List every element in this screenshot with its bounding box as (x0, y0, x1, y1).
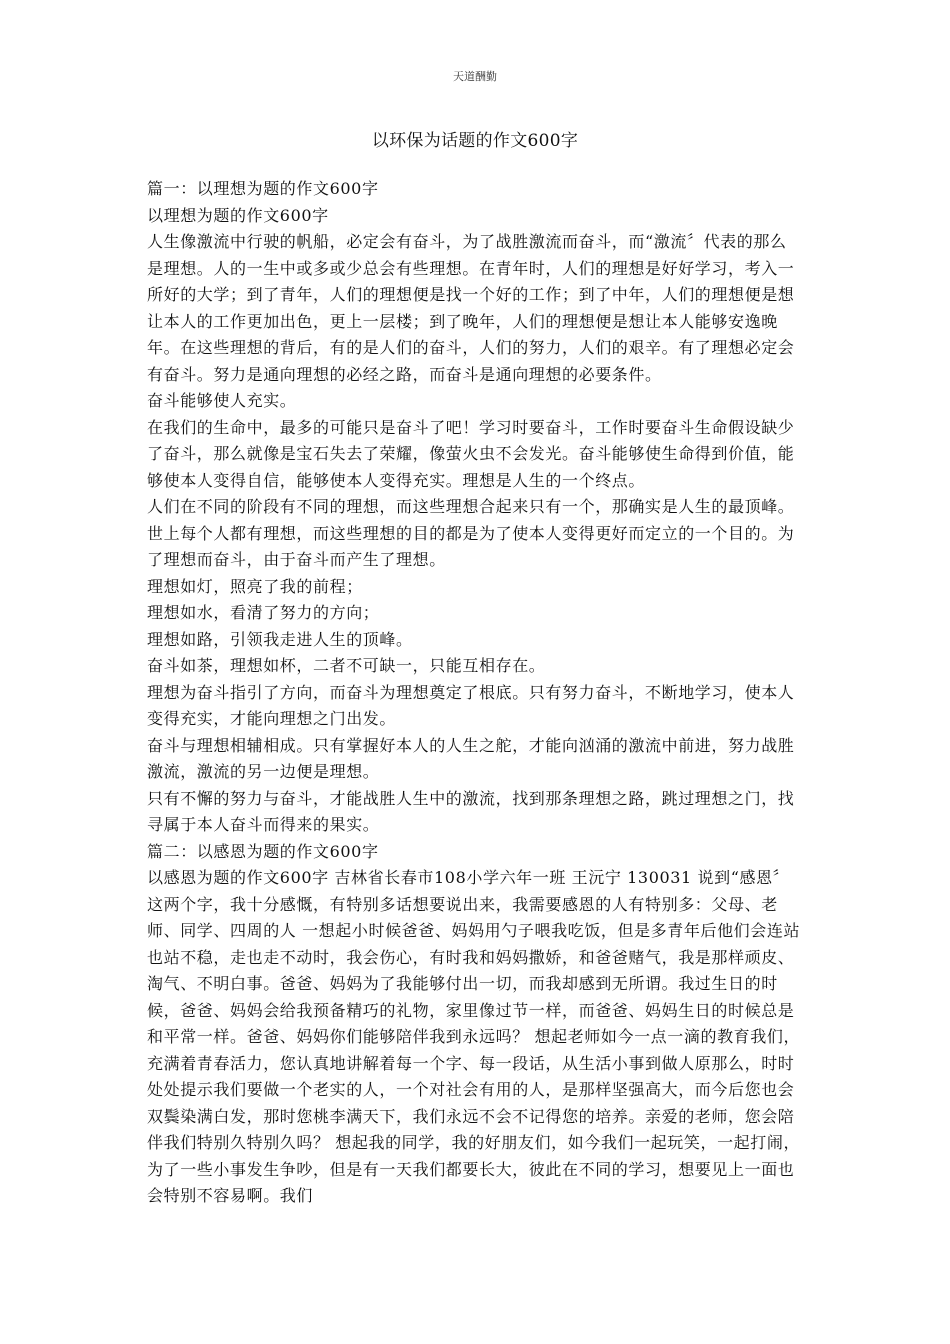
paragraph: 只有不懈的努力与奋斗，才能战胜人生中的激流，找到那条理想之路，跳过理想之门，找寻属于本人奋斗而得来的果实。 (147, 788, 795, 834)
paragraph: 以感恩为题的作文600字 吉林省长春市108小学六年一班 王沅宁 130031 说到“感恩〞这两个字，我十分感慨，有特别多话想要说出来，我需要感恩的人有特别多：父母、老师、同学、四周的人 一想起小时候爸爸、妈妈用勺子喂我吃饭，但是多青年后他们会连站也站不稳，走也走不动时，我会伤心，有时我和妈妈撒娇，和爸爸赌气，我是那样顽皮、淘气、不明白事。爸爸、妈妈为了我能够付出一切，而我却感到无所谓。我过生日的时候，爸爸、妈妈会给我预备精巧的礼物，家里像过节一样，而爸爸、妈妈生日的时候总是和平常一样。爸爸、妈妈你们能够陪伴我到永远吗？ 想起老师如今一点一滴的教育我们，充满着青春活力，您认真地讲解着每一个字、每一段话，从生活小事到做人原那么，时时处处提示我们要做一个老实的人，一个对社会有用的人，是那样坚强高大，而今后您也会双鬓染满白发，那时您桃李满天下，我们永远不会不记得您的培养。亲爱的老师，您会陪伴我们特别久特别久吗？ 想起我的同学，我的好朋友们，如今我们一起玩笑，一起打闹，为了一些小事发生争吵，但是有一天我们都要长大，彼此在不同的学习，想要见上一面也会特别不容易啊。我们 (147, 868, 801, 1205)
section-heading-1: 篇一：以理想为题的作文600字 (147, 179, 379, 198)
page-header: 天道酬勤 (453, 70, 497, 83)
paragraph: 理想如灯，照亮了我的前程； (147, 576, 363, 596)
essay-title-1: 以理想为题的作文600字 (147, 205, 329, 225)
paragraph: 人们在不同的阶段有不同的理想，而这些理想合起来只有一个，那确实是人生的最顶峰。世上每个人都有理想，而这些理想的目的都是为了使本人变得更好而定立的一个目的。为了理想而奋斗，由于奋斗而产生了理想。 (147, 497, 795, 569)
paragraph: 人生像激流中行驶的帆船，必定会有奋斗，为了战胜激流而奋斗，而“激流〞代表的那么是理想。人的一生中或多或少总会有些理想。在青年时，人们的理想是好好学习，考入一所好的大学；到了青年，人们的理想便是找一个好的工作；到了中年，人们的理想便是想让本人的工作更加出色，更上一层楼；到了晚年，人们的理想便是想让本人能够安逸晚年。在这些理想的背后，有的是人们的奋斗，人们的努力，人们的艰辛。有了理想必定会有奋斗。努力是通向理想的必经之路，而奋斗是通向理想的必要条件。 (147, 232, 795, 384)
paragraph: 理想如路，引领我走进人生的顶峰。 (147, 629, 413, 649)
document-title: 以环保为话题的作文600字 (371, 131, 579, 151)
paragraph: 奋斗如茶，理想如杯，二者不可缺一，只能互相存在。 (147, 656, 546, 675)
paragraph: 奋斗与理想相辅相成。只有掌握好本人的人生之舵，才能向汹涌的激流中前进，努力战胜激流，激流的另一边便是理想。 (147, 735, 795, 781)
paragraph: 奋斗能够使人充实。 (147, 391, 297, 410)
paragraph: 在我们的生命中，最多的可能只是奋斗了吧！学习时要奋斗，工作时要奋斗生命假设缺少了奋斗，那么就像是宝石失去了荣耀，像萤火虫不会发光。奋斗能够使生命得到价值，能够使本人变得自信，能够使本人变得充实。理想是人生的一个终点。 (147, 417, 795, 490)
section-heading-2: 篇二：以感恩为题的作文600字 (147, 841, 379, 861)
paragraph: 理想如水，看清了努力的方向； (147, 603, 380, 622)
document-body (147, 176, 803, 1210)
paragraph: 理想为奋斗指引了方向，而奋斗为理想奠定了根底。只有努力奋斗，不断地学习，使本人变得充实，才能向理想之门出发。 (147, 682, 795, 728)
